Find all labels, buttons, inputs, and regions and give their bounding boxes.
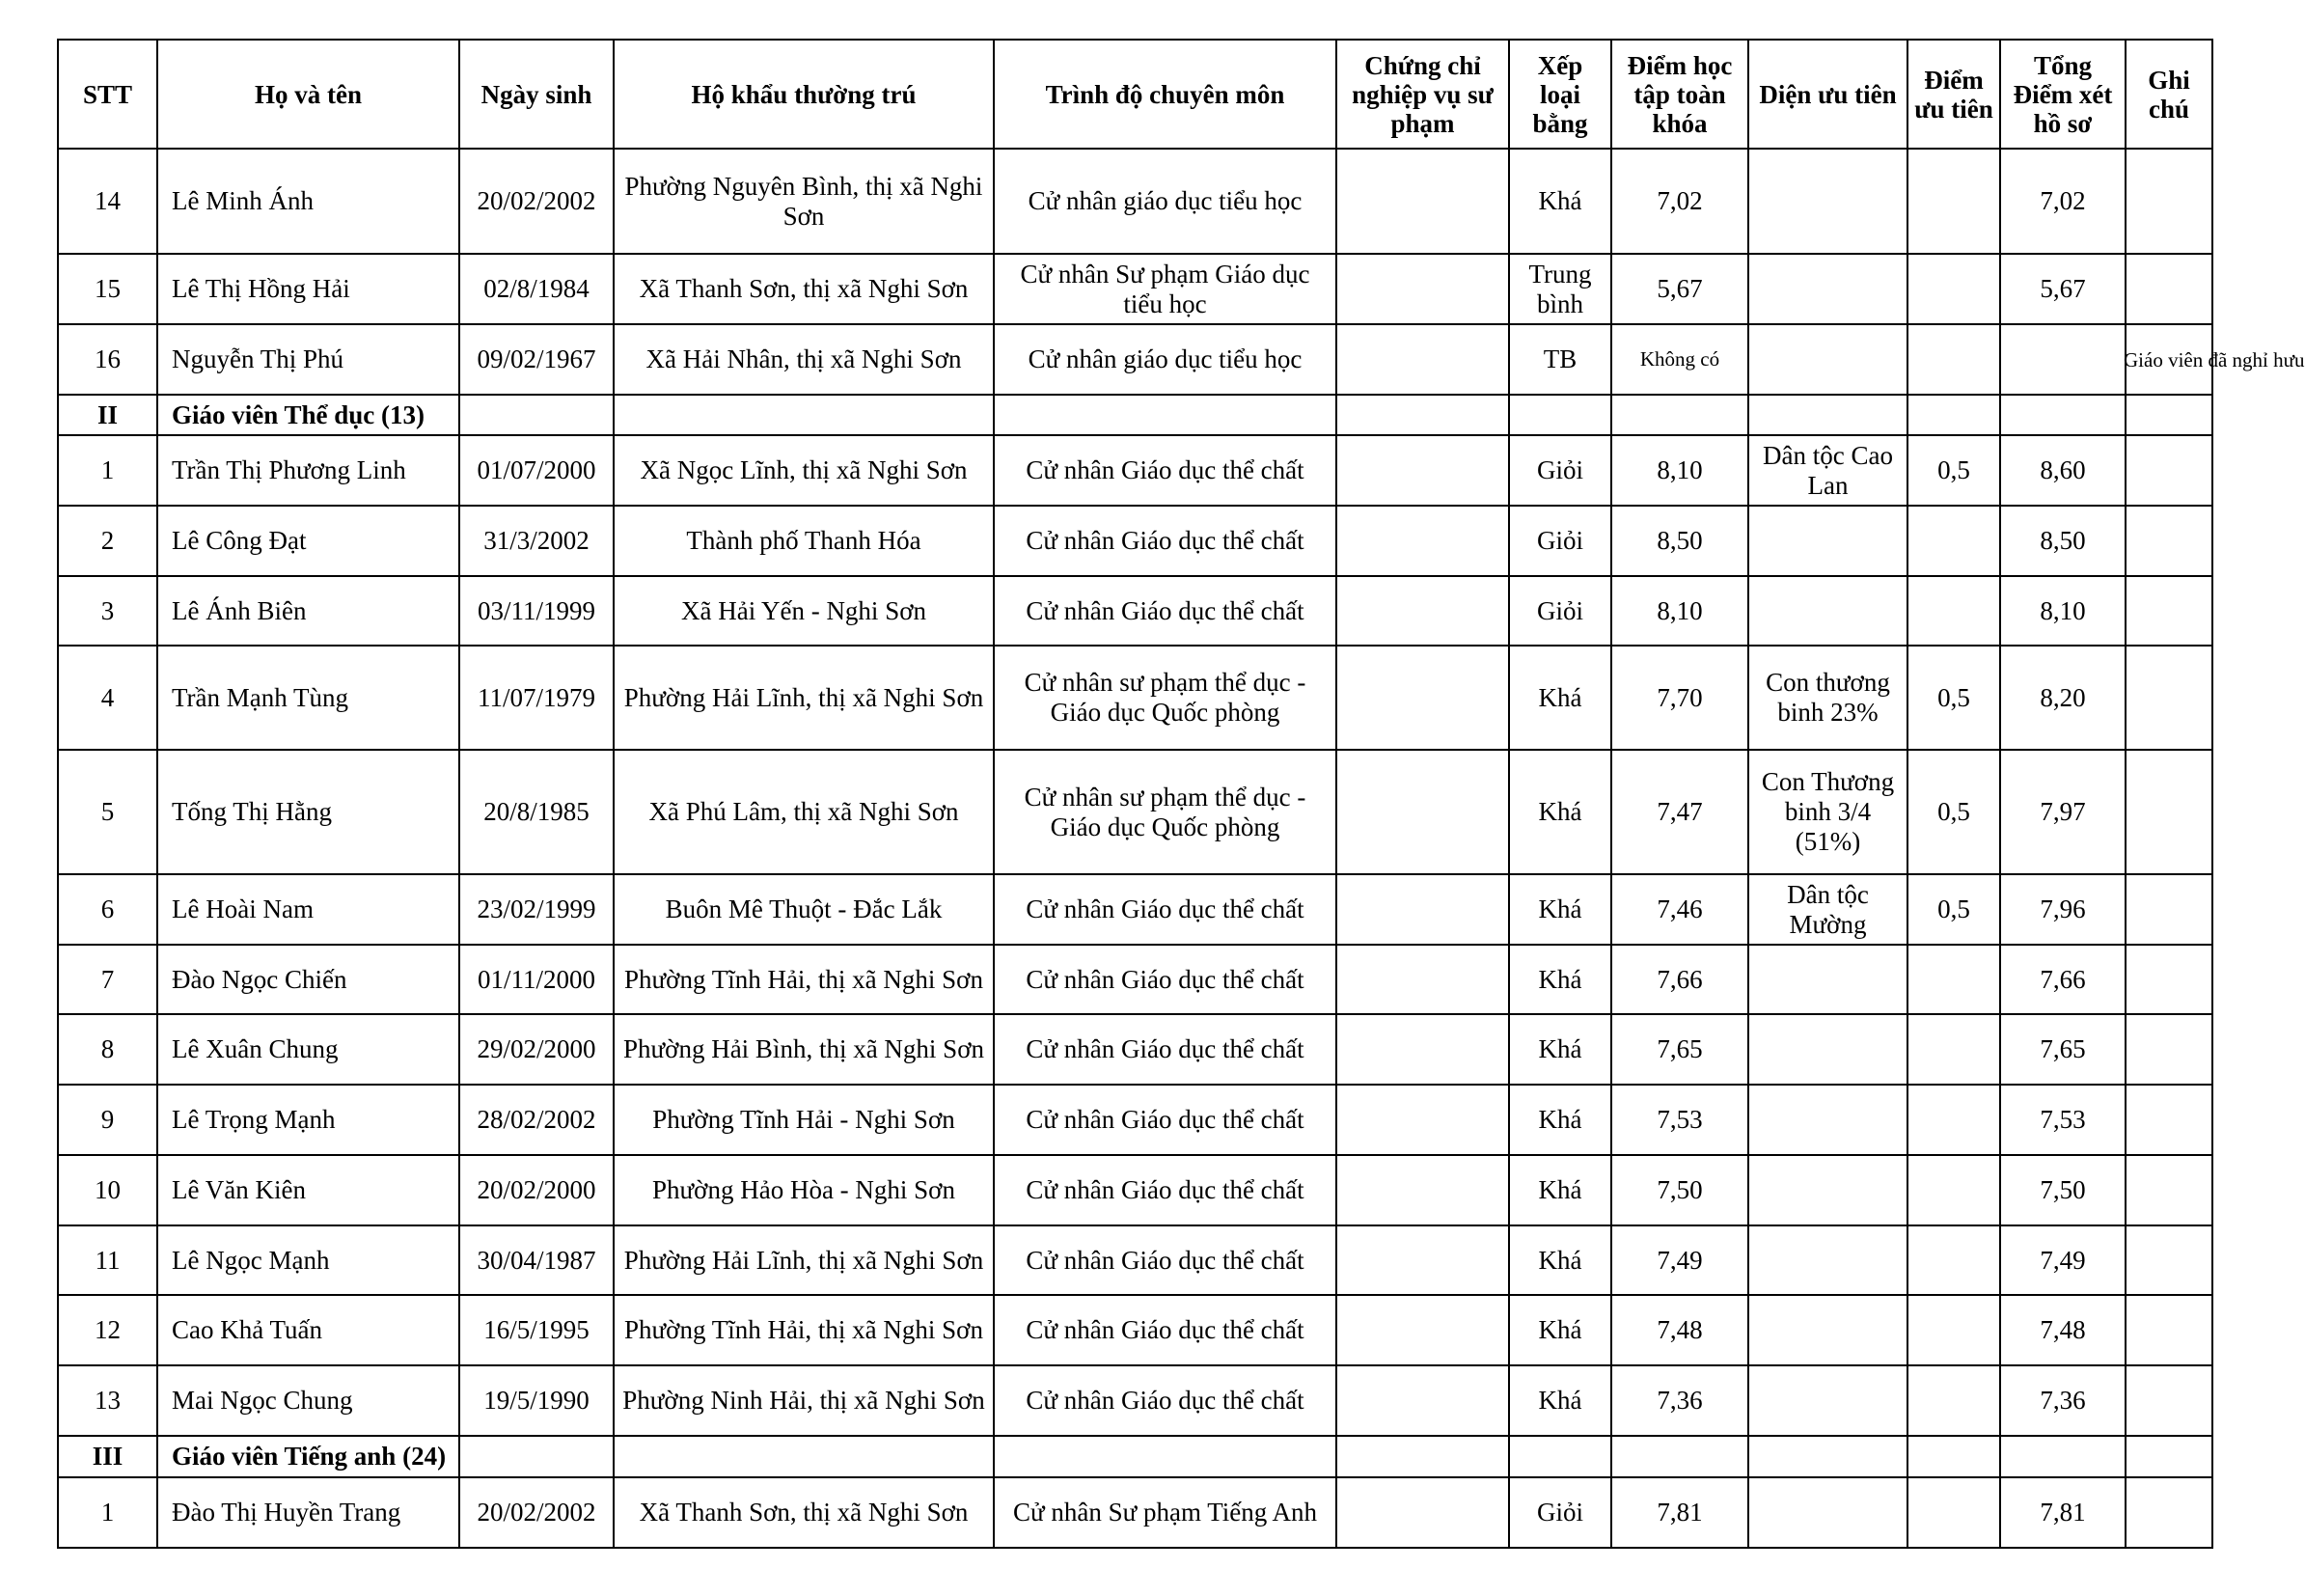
cell-address: Xã Thanh Sơn, thị xã Nghi Sơn [614,1477,994,1548]
cell-dob: 19/5/1990 [459,1365,614,1436]
section-title: Giáo viên Tiếng anh (24) [157,1436,459,1477]
cell-degree: Khá [1509,945,1611,1014]
header-total: Tổng Điểm xét hồ sơ [2000,40,2126,149]
cell-note [2126,1477,2212,1548]
cell-name: Nguyễn Thị Phú [157,324,459,395]
cell-priority-points [1907,1085,2000,1155]
cell-degree: Khá [1509,1014,1611,1085]
cell-cert [1336,874,1509,945]
cell-qualification: Cử nhân Giáo dục thể chất [994,1014,1336,1085]
cell-gpa: 7,48 [1611,1295,1748,1365]
table-row [58,1365,2212,1436]
cell-note [2126,1365,2212,1436]
cell-priority-points [1907,1155,2000,1225]
cell-degree: Khá [1509,149,1611,254]
cell-stt: 8 [58,1014,157,1085]
cell-dob: 20/02/2000 [459,1155,614,1225]
cell-cert [1336,1085,1509,1155]
table-row [58,435,2212,506]
cell-priority-group [1748,254,1907,324]
cell-degree: Giỏi [1509,1477,1611,1548]
cell-priority-points [1907,1295,2000,1365]
cell-stt: 15 [58,254,157,324]
cell-degree: Khá [1509,750,1611,874]
cell-address: Xã Thanh Sơn, thị xã Nghi Sơn [614,254,994,324]
note-text: Giáo viên đã nghỉ hưu [2124,347,2305,371]
table-row [58,1477,2212,1548]
cell-address: Phường Nguyên Bình, thị xã Nghi Sơn [614,149,994,254]
cell-note [2124,324,2305,395]
cell-degree: Khá [1509,1155,1611,1225]
cell-total: 7,65 [2000,1014,2126,1085]
cell-degree: Khá [1509,874,1611,945]
cell-stt: 1 [58,1477,157,1548]
cell-dob: 30/04/1987 [459,1225,614,1295]
cell-total: 7,50 [2000,1155,2126,1225]
cell-qualification: Cử nhân Giáo dục thể chất [994,1085,1336,1155]
empty-cell [1907,1436,2000,1477]
table-row [58,646,2212,750]
cell-dob: 03/11/1999 [459,576,614,646]
table-row [58,149,2212,254]
cell-name: Lê Ánh Biên [157,576,459,646]
cell-priority-points: 0,5 [1907,750,2000,874]
cell-priority-points [1907,1365,2000,1436]
cell-qualification: Cử nhân Giáo dục thể chất [994,945,1336,1014]
cell-gpa: 7,46 [1611,874,1748,945]
cell-gpa: 7,36 [1611,1365,1748,1436]
cell-name: Trần Mạnh Tùng [157,646,459,750]
header-cert: Chứng chỉ nghiệp vụ sư phạm [1336,40,1509,149]
header-qualification: Trình độ chuyên môn [994,40,1336,149]
cell-dob: 29/02/2000 [459,1014,614,1085]
cell-name: Lê Thị Hồng Hải [157,254,459,324]
table-row [58,1085,2212,1155]
empty-cell [994,1436,1336,1477]
cell-stt: 13 [58,1365,157,1436]
cell-degree: Giỏi [1509,506,1611,576]
cell-name: Lê Công Đạt [157,506,459,576]
cell-priority-group [1748,1365,1907,1436]
cell-cert [1336,576,1509,646]
cell-priority-group: Con Thương binh 3/4 (51%) [1748,750,1907,874]
cell-dob: 23/02/1999 [459,874,614,945]
cell-cert [1336,1295,1509,1365]
cell-dob: 16/5/1995 [459,1295,614,1365]
cell-name: Lê Văn Kiên [157,1155,459,1225]
cell-qualification: Cử nhân Giáo dục thể chất [994,1225,1336,1295]
cell-gpa: 7,47 [1611,750,1748,874]
cell-stt: 6 [58,874,157,945]
cell-qualification: Cử nhân Giáo dục thể chất [994,1295,1336,1365]
cell-priority-group [1748,1477,1907,1548]
table-body [58,149,2305,1548]
cell-note [2126,435,2212,506]
cell-address: Phường Hải Bình, thị xã Nghi Sơn [614,1014,994,1085]
cell-stt: 11 [58,1225,157,1295]
cell-gpa: 8,10 [1611,576,1748,646]
cell-priority-points: 0,5 [1907,874,2000,945]
empty-cell [2000,395,2126,435]
cell-stt: 2 [58,506,157,576]
cell-note [2126,1085,2212,1155]
cell-qualification: Cử nhân Sư phạm Giáo dục tiểu học [994,254,1336,324]
empty-cell [1336,395,1509,435]
table-row [58,324,2212,395]
cell-cert [1336,324,1509,395]
table-row [58,1295,2212,1365]
header-row [58,40,2212,149]
cell-priority-group [1748,576,1907,646]
candidate-table [57,39,2305,1549]
cell-name: Cao Khả Tuấn [157,1295,459,1365]
cell-cert [1336,1365,1509,1436]
table-row [58,1014,2212,1085]
cell-priority-group [1748,506,1907,576]
cell-total: 8,60 [2000,435,2126,506]
cell-dob: 31/3/2002 [459,506,614,576]
cell-degree: Trung bình [1509,254,1611,324]
cell-gpa: 7,49 [1611,1225,1748,1295]
cell-gpa: Không có [1611,324,1748,395]
cell-name: Lê Trọng Mạnh [157,1085,459,1155]
cell-qualification: Cử nhân Giáo dục thể chất [994,874,1336,945]
cell-cert [1336,646,1509,750]
cell-qualification: Cử nhân Giáo dục thể chất [994,435,1336,506]
cell-total: 7,97 [2000,750,2126,874]
table-row [58,576,2212,646]
cell-dob: 11/07/1979 [459,646,614,750]
cell-total: 7,49 [2000,1225,2126,1295]
cell-dob: 02/8/1984 [459,254,614,324]
table-row [58,1155,2212,1225]
cell-priority-group: Dân tộc Mường [1748,874,1907,945]
cell-name: Đào Thị Huyền Trang [157,1477,459,1548]
cell-address: Phường Hải Lĩnh, thị xã Nghi Sơn [614,646,994,750]
cell-qualification: Cử nhân Sư phạm Tiếng Anh [994,1477,1336,1548]
cell-dob: 20/02/2002 [459,149,614,254]
table-row [58,874,2212,945]
cell-name: Lê Ngọc Mạnh [157,1225,459,1295]
cell-gpa: 7,50 [1611,1155,1748,1225]
cell-qualification: Cử nhân sư phạm thể dục - Giáo dục Quốc phòng [994,750,1336,874]
cell-name: Lê Hoài Nam [157,874,459,945]
empty-cell [1748,1436,1907,1477]
cell-gpa: 7,66 [1611,945,1748,1014]
cell-priority-group [1748,149,1907,254]
cell-note [2126,506,2212,576]
cell-priority-points: 0,5 [1907,646,2000,750]
cell-total: 8,50 [2000,506,2126,576]
cell-degree: Khá [1509,646,1611,750]
header-note: Ghi chú [2126,40,2212,149]
cell-total: 7,81 [2000,1477,2126,1548]
cell-cert [1336,1155,1509,1225]
cell-priority-group [1748,1295,1907,1365]
cell-degree: Giỏi [1509,576,1611,646]
cell-priority-points [1907,1225,2000,1295]
cell-total: 8,20 [2000,646,2126,750]
cell-total: 7,48 [2000,1295,2126,1365]
cell-address: Xã Hải Yến - Nghi Sơn [614,576,994,646]
cell-stt: 1 [58,435,157,506]
section-row [58,1436,2212,1477]
cell-total: 7,02 [2000,149,2126,254]
section-row [58,395,2212,435]
cell-cert [1336,1477,1509,1548]
cell-address: Xã Ngọc Lĩnh, thị xã Nghi Sơn [614,435,994,506]
cell-total: 5,67 [2000,254,2126,324]
cell-total [2000,324,2126,395]
cell-address: Xã Hải Nhân, thị xã Nghi Sơn [614,324,994,395]
cell-priority-points [1907,149,2000,254]
cell-cert [1336,149,1509,254]
cell-degree: Khá [1509,1085,1611,1155]
cell-address: Xã Phú Lâm, thị xã Nghi Sơn [614,750,994,874]
cell-stt: 14 [58,149,157,254]
table-row [58,1225,2212,1295]
cell-gpa: 7,81 [1611,1477,1748,1548]
cell-note [2126,149,2212,254]
cell-gpa: 5,67 [1611,254,1748,324]
empty-cell [994,395,1336,435]
cell-address: Thành phố Thanh Hóa [614,506,994,576]
cell-address: Buôn Mê Thuột - Đắc Lắk [614,874,994,945]
table-row [58,750,2212,874]
cell-degree: TB [1509,324,1611,395]
cell-priority-group: Dân tộc Cao Lan [1748,435,1907,506]
cell-note [2126,1014,2212,1085]
cell-priority-points [1907,254,2000,324]
cell-priority-group [1748,1155,1907,1225]
cell-total: 7,96 [2000,874,2126,945]
cell-dob: 01/07/2000 [459,435,614,506]
cell-cert [1336,254,1509,324]
cell-qualification: Cử nhân giáo dục tiểu học [994,149,1336,254]
cell-qualification: Cử nhân Giáo dục thể chất [994,1155,1336,1225]
empty-cell [614,395,994,435]
cell-priority-points [1907,1014,2000,1085]
cell-total: 7,66 [2000,945,2126,1014]
cell-cert [1336,1014,1509,1085]
cell-degree: Khá [1509,1295,1611,1365]
cell-priority-points [1907,945,2000,1014]
cell-note [2126,646,2212,750]
cell-dob: 20/02/2002 [459,1477,614,1548]
cell-cert [1336,945,1509,1014]
header-gpa: Điểm học tập toàn khóa [1611,40,1748,149]
cell-name: Tống Thị Hằng [157,750,459,874]
cell-note [2126,750,2212,874]
cell-stt: 16 [58,324,157,395]
section-number: II [58,395,157,435]
cell-priority-group [1748,324,1907,395]
header-stt: STT [58,40,157,149]
cell-note [2126,1155,2212,1225]
cell-note [2126,1225,2212,1295]
cell-note [2126,576,2212,646]
cell-gpa: 7,65 [1611,1014,1748,1085]
cell-name: Lê Minh Ánh [157,149,459,254]
header-dob: Ngày sinh [459,40,614,149]
empty-cell [459,1436,614,1477]
cell-cert [1336,1225,1509,1295]
cell-cert [1336,506,1509,576]
cell-name: Đào Ngọc Chiến [157,945,459,1014]
cell-qualification: Cử nhân Giáo dục thể chất [994,1365,1336,1436]
cell-name: Lê Xuân Chung [157,1014,459,1085]
cell-priority-group [1748,945,1907,1014]
cell-address: Phường Tĩnh Hải, thị xã Nghi Sơn [614,1295,994,1365]
cell-priority-group [1748,1014,1907,1085]
cell-address: Phường Tĩnh Hải, thị xã Nghi Sơn [614,945,994,1014]
cell-stt: 5 [58,750,157,874]
empty-cell [614,1436,994,1477]
section-number: III [58,1436,157,1477]
header-address: Hộ khẩu thường trú [614,40,994,149]
cell-priority-points [1907,1477,2000,1548]
cell-priority-points [1907,324,2000,395]
empty-cell [459,395,614,435]
table-row [58,254,2212,324]
cell-priority-points [1907,576,2000,646]
cell-name: Trần Thị Phương Linh [157,435,459,506]
cell-cert [1336,750,1509,874]
cell-degree: Giỏi [1509,435,1611,506]
cell-address: Phường Hải Lĩnh, thị xã Nghi Sơn [614,1225,994,1295]
cell-gpa: 8,10 [1611,435,1748,506]
cell-dob: 20/8/1985 [459,750,614,874]
cell-qualification: Cử nhân Giáo dục thể chất [994,576,1336,646]
header-degree: Xếp loại bằng [1509,40,1611,149]
cell-note [2126,254,2212,324]
table-row [58,945,2212,1014]
empty-cell [1336,1436,1509,1477]
cell-priority-points: 0,5 [1907,435,2000,506]
table-row [58,506,2212,576]
cell-qualification: Cử nhân giáo dục tiểu học [994,324,1336,395]
empty-cell [2000,1436,2126,1477]
header-name: Họ và tên [157,40,459,149]
cell-priority-group: Con thương binh 23% [1748,646,1907,750]
cell-total: 8,10 [2000,576,2126,646]
cell-priority-points [1907,506,2000,576]
cell-priority-group [1748,1225,1907,1295]
cell-note [2126,874,2212,945]
empty-cell [2126,395,2212,435]
cell-degree: Khá [1509,1365,1611,1436]
cell-total: 7,36 [2000,1365,2126,1436]
header-priority-points: Điểm ưu tiên [1907,40,2000,149]
empty-cell [2126,1436,2212,1477]
cell-dob: 01/11/2000 [459,945,614,1014]
cell-stt: 3 [58,576,157,646]
cell-stt: 10 [58,1155,157,1225]
cell-stt: 7 [58,945,157,1014]
cell-gpa: 8,50 [1611,506,1748,576]
empty-cell [1748,395,1907,435]
cell-stt: 4 [58,646,157,750]
section-title: Giáo viên Thể dục (13) [157,395,459,435]
cell-note [2126,945,2212,1014]
cell-address: Phường Ninh Hải, thị xã Nghi Sơn [614,1365,994,1436]
empty-cell [1509,1436,1611,1477]
cell-address: Phường Tĩnh Hải - Nghi Sơn [614,1085,994,1155]
cell-dob: 09/02/1967 [459,324,614,395]
cell-address: Phường Hảo Hòa - Nghi Sơn [614,1155,994,1225]
empty-cell [1611,1436,1748,1477]
header-priority-group: Diện ưu tiên [1748,40,1907,149]
cell-priority-group [1748,1085,1907,1155]
cell-qualification: Cử nhân Giáo dục thể chất [994,506,1336,576]
cell-stt: 12 [58,1295,157,1365]
empty-cell [1611,395,1748,435]
cell-gpa: 7,02 [1611,149,1748,254]
empty-cell [1907,395,2000,435]
cell-qualification: Cử nhân sư phạm thể dục - Giáo dục Quốc phòng [994,646,1336,750]
cell-gpa: 7,70 [1611,646,1748,750]
cell-cert [1336,435,1509,506]
cell-gpa: 7,53 [1611,1085,1748,1155]
cell-stt: 9 [58,1085,157,1155]
cell-name: Mai Ngọc Chung [157,1365,459,1436]
cell-degree: Khá [1509,1225,1611,1295]
empty-cell [1509,395,1611,435]
cell-total: 7,53 [2000,1085,2126,1155]
cell-dob: 28/02/2002 [459,1085,614,1155]
cell-note [2126,1295,2212,1365]
